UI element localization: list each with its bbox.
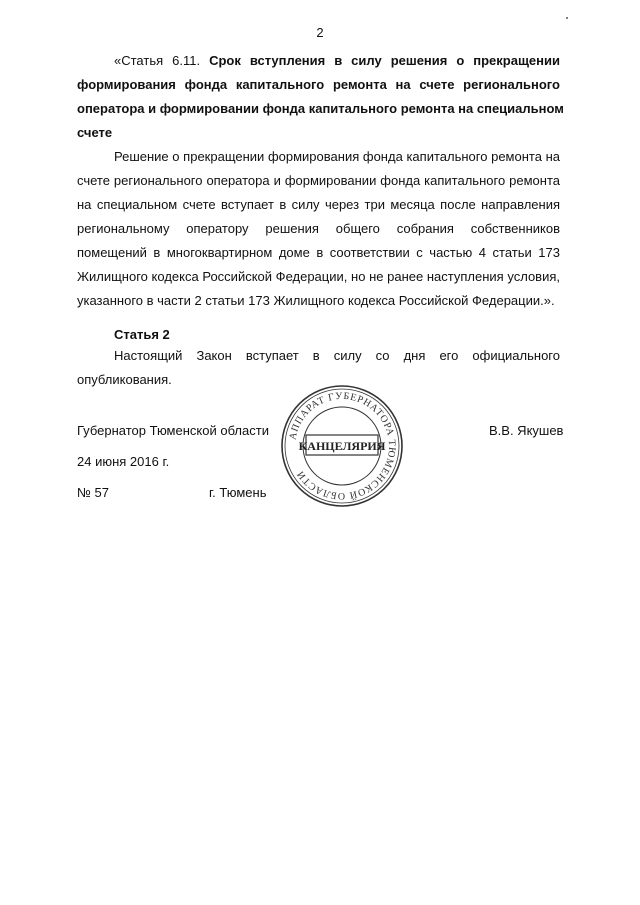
article-2-heading: Статья 2	[114, 327, 170, 342]
seal-center-text: КАНЦЕЛЯРИЯ	[298, 439, 386, 453]
body-line: помещений в многоквартирном доме в соответствии с частью 4 статьи 173	[77, 245, 560, 260]
official-seal-stamp	[280, 384, 404, 508]
page-number: 2	[316, 25, 324, 40]
signatory-name: В.В. Якушев	[489, 423, 564, 438]
law-city: г. Тюмень	[209, 485, 267, 500]
signatory-position: Губернатор Тюменской области	[77, 423, 269, 438]
law-number: № 57	[77, 485, 110, 500]
law-date: 24 июня 2016 г.	[77, 454, 170, 469]
seal-ring-text: АППАРАТ ГУБЕРНАТОРА ТЮМЕНСКОЙ ОБЛАСТИ	[287, 390, 398, 502]
article-title-fragment: Срок вступления в силу решения о прекращении	[209, 53, 560, 68]
body-line: Решение о прекращении формирования фонда капитального ремонта на	[114, 149, 560, 164]
body-line: Жилищного кодекса Российской Федерации, но не ранее наступления условия,	[77, 269, 560, 284]
article-6-11	[77, 49, 564, 145]
body-line: указанного в части 2 статьи 173 Жилищного кодекса Российской Федерации.».	[77, 293, 555, 308]
article-6-11-title-line	[77, 49, 560, 73]
body-line: счете регионального оператора и формировании фонда капитального ремонта	[77, 173, 560, 188]
scan-speck	[566, 17, 568, 19]
article-title-line: формирования фонда капитального ремонта на счете регионального	[77, 77, 560, 92]
body-line: Настоящий Закон вступает в силу со дня его официального	[114, 348, 560, 363]
article-prefix: «Статья 6.11.	[114, 53, 201, 68]
article-title-line: оператора и формировании фонда капитального ремонта на специальном	[77, 101, 564, 116]
body-line: опубликования.	[77, 372, 172, 387]
body-line: региональному оператору решения общего собрания собственников	[77, 221, 560, 236]
body-line: на специальном счете вступает в силу через три месяца после направления	[77, 197, 560, 212]
article-title-line: счете	[77, 125, 113, 140]
article-6-11-body	[77, 145, 560, 313]
